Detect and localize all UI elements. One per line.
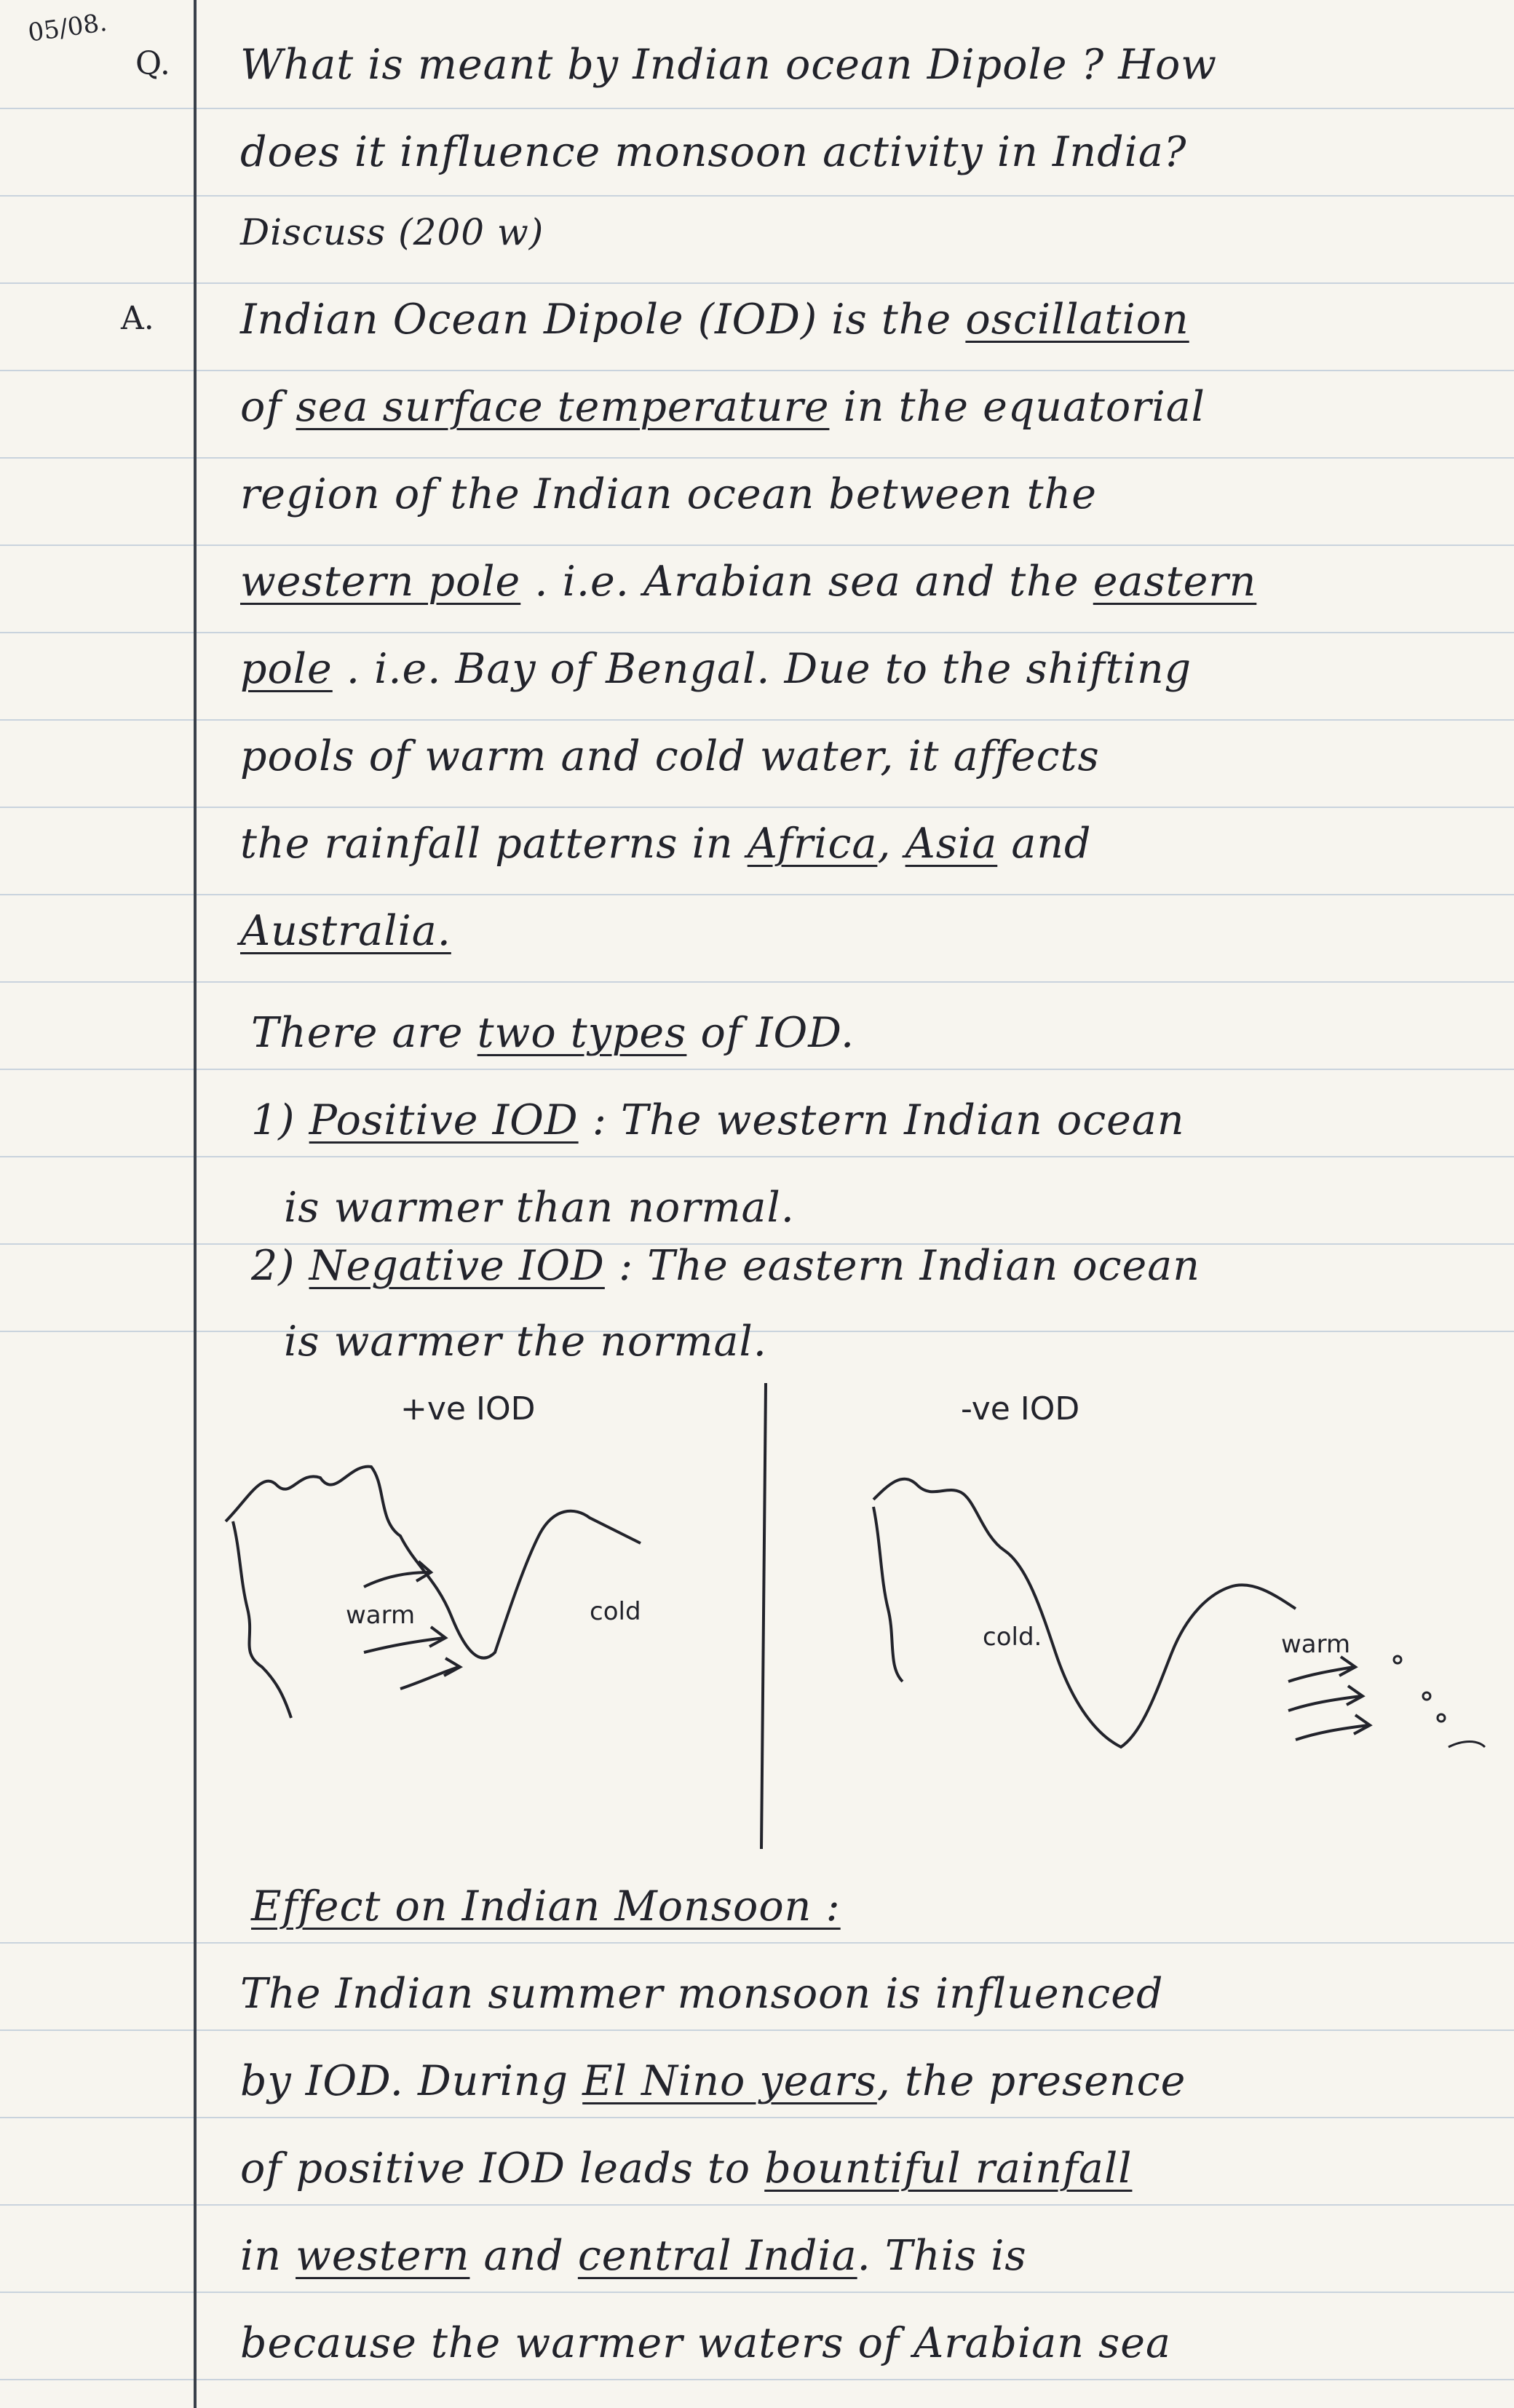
ruled-line [0,2204,1514,2206]
right-warm-label: warm [1281,1630,1351,1659]
ruled-line [0,2117,1514,2118]
question-line-1: What is meant by Indian ocean Dipole ? How [240,41,1218,89]
left-warm-arrow [400,1658,460,1689]
effect-line-3: of positive IOD leads to bountiful rainfall [240,2144,1133,2193]
question-line-2: does it influence monsoon activity in India? [240,128,1187,176]
effect-heading: Effect on Indian Monsoon : [251,1882,841,1930]
right-india-map [873,1479,1296,1747]
ruled-line [0,544,1514,546]
right-warm-arrow [1288,1657,1355,1682]
answer-line-5: pole . i.e. Bay of Bengal. Due to the shifting [240,645,1192,693]
ruled-line [0,632,1514,633]
type-positive: 1) Positive IOD : The western Indian ocean [251,1096,1185,1144]
ruled-line [0,719,1514,721]
island-dot [1448,1742,1485,1748]
question-marker: Q. [135,45,170,82]
ruled-line [0,1942,1514,1944]
effect-line-4: in western and central India. This is [240,2232,1027,2280]
ruled-line [0,894,1514,895]
island-dot [1423,1692,1430,1700]
island-dot [1438,1714,1445,1722]
left-title: +ve IOD [400,1390,536,1427]
ruled-line [0,2292,1514,2293]
island-dot [1394,1656,1401,1663]
answer-line-3: region of the Indian ocean between the [240,470,1097,518]
answer-line-7: the rainfall patterns in Africa, Asia and [240,820,1092,868]
ruled-line [0,2379,1514,2380]
answer-line-8: Australia. [240,907,451,955]
ruled-line [0,108,1514,109]
margin-line [194,0,197,2408]
diagram-divider [761,1383,766,1849]
left-cold-label: cold [590,1597,641,1626]
answer-line-1: Indian Ocean Dipole (IOD) is the oscillation [240,296,1189,344]
question-line-3: Discuss (200 w) [240,211,544,253]
types-intro: There are two types of IOD. [251,1009,855,1057]
answer-line-2: of sea surface temperature in the equatorial [240,383,1205,431]
left-india-map [226,1467,641,1718]
ruled-line [0,195,1514,197]
ruled-line [0,457,1514,459]
type-negative-cont: is warmer the normal. [284,1318,767,1366]
right-warm-arrow [1288,1686,1363,1711]
ruled-line [0,2029,1514,2031]
right-cold-label: cold. [983,1623,1042,1652]
effect-line-2: by IOD. During El Nino years, the presence [240,2057,1186,2105]
ruled-line [0,282,1514,284]
ruled-line [0,1069,1514,1070]
effect-line-5: because the warmer waters of Arabian sea [240,2319,1172,2367]
type-positive-cont: is warmer than normal. [284,1184,795,1232]
answer-line-4: western pole . i.e. Arabian sea and the eastern [240,558,1257,606]
type-negative: 2) Negative IOD : The eastern Indian ocean [251,1242,1200,1290]
ruled-line [0,370,1514,371]
answer-marker: A. [121,300,154,337]
right-warm-arrow [1296,1715,1370,1740]
date-label: 05/08. [26,7,109,48]
answer-line-6: pools of warm and cold water, it affects [240,732,1100,780]
ruled-line [0,981,1514,983]
right-title: -ve IOD [961,1390,1080,1427]
left-warm-arrow [364,1561,431,1587]
effect-line-1: The Indian summer monsoon is influenced [240,1970,1164,2018]
left-warm-arrow [364,1627,445,1652]
iod-diagram [218,1376,1507,1885]
ruled-line [0,1156,1514,1157]
left-warm-label: warm [346,1601,416,1630]
ruled-line [0,807,1514,808]
